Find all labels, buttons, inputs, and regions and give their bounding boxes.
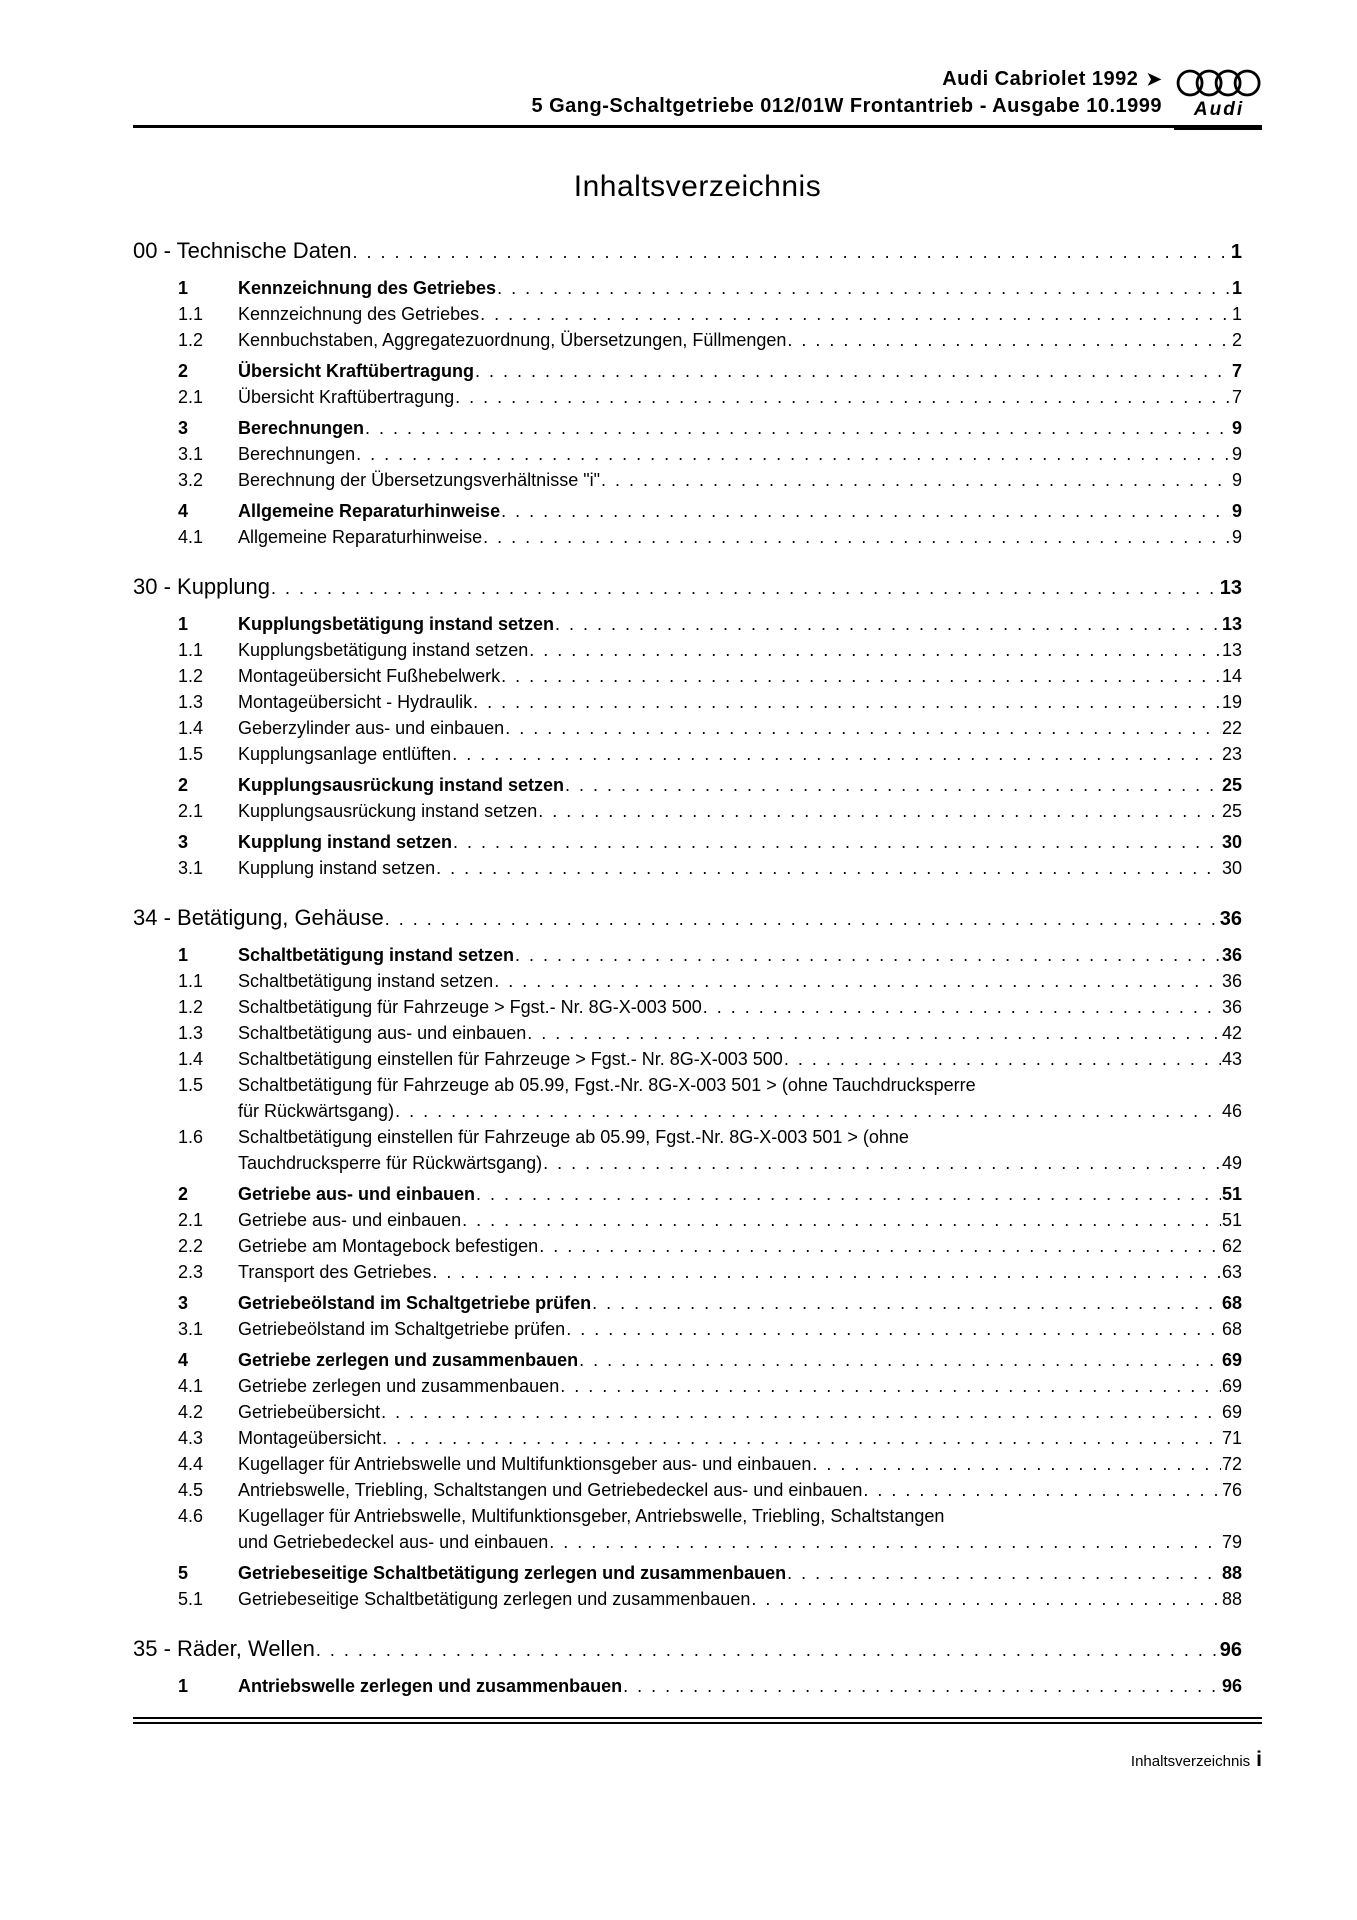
toc-entry — [133, 358, 1262, 384]
dot-leader — [353, 237, 1230, 267]
toc-entry — [133, 968, 1262, 994]
entry-title: Montageübersicht - Hydraulik — [238, 692, 473, 712]
toc-entry — [133, 611, 1262, 637]
entry-page-number: 13 — [1221, 614, 1242, 634]
entry-title: Schaltbetätigung für Fahrzeuge > Fgst.- Nr. 8G-X-003 500 — [238, 997, 702, 1017]
dot-leader — [529, 637, 1221, 663]
entry-title: Kennbuchstaben, Aggregatezuordnung, Übersetzungen, Füllmengen — [238, 330, 787, 350]
dot-leader — [381, 1399, 1221, 1425]
entry-title: Übersicht Kraftübertragung — [238, 361, 475, 381]
entry-number: 1.4 — [178, 1049, 204, 1069]
entry-number: 4 — [178, 501, 189, 521]
entry-page-number: 1 — [1231, 278, 1242, 298]
dot-leader — [382, 1425, 1221, 1451]
entry-number: 4.5 — [178, 1480, 204, 1500]
entry-number: 3.1 — [178, 444, 204, 464]
entry-page-number: 7 — [1231, 387, 1242, 407]
entry-title: Kupplungsausrückung instand setzen — [238, 775, 565, 795]
toc-entry — [133, 1233, 1262, 1259]
dot-leader — [432, 1259, 1221, 1285]
entry-page-number: 1 — [1231, 304, 1242, 324]
page-footer — [133, 1748, 1262, 1772]
entry-number: 4.2 — [178, 1402, 204, 1422]
entry-title: Getriebeseitige Schaltbetätigung zerlegen und zusammenbauen — [238, 1563, 787, 1583]
entry-page-number: 9 — [1231, 470, 1242, 490]
entry-page-number: 62 — [1221, 1236, 1242, 1256]
entry-title: Getriebe am Montagebock befestigen — [238, 1236, 539, 1256]
entry-page-number: 19 — [1221, 692, 1242, 712]
toc-entry — [133, 327, 1262, 353]
entry-number: 3 — [178, 832, 189, 852]
dot-leader — [475, 358, 1231, 384]
entry-title: Schaltbetätigung einstellen für Fahrzeuge ab 05.99, Fgst.-Nr. 8G-X-003 501 > (ohne — [238, 1127, 909, 1147]
toc-entry-continuation — [133, 1098, 1262, 1124]
entry-number: 1.1 — [178, 640, 204, 660]
dot-leader — [480, 301, 1231, 327]
entry-title: Montageübersicht — [238, 1428, 382, 1448]
entry-title: Transport des Getriebes — [238, 1262, 432, 1282]
dot-leader — [501, 498, 1231, 524]
entry-number: 1.6 — [178, 1127, 204, 1147]
entry-number: 4.6 — [178, 1506, 204, 1526]
entry-title: Kupplung instand setzen — [238, 858, 436, 878]
section-heading-title: 30 - Kupplung — [133, 574, 270, 599]
dot-leader — [356, 441, 1231, 467]
toc-entry — [133, 1673, 1262, 1699]
dot-leader — [365, 415, 1231, 441]
entry-page-number: 30 — [1221, 832, 1242, 852]
header-model: Audi Cabriolet 1992 — [942, 68, 1139, 90]
entry-number: 1.5 — [178, 744, 204, 764]
dot-leader — [385, 904, 1219, 934]
toc-entry — [133, 384, 1262, 410]
dot-leader — [863, 1477, 1221, 1503]
toc-entry — [133, 1259, 1262, 1285]
brand-underline — [1174, 125, 1262, 130]
toc-entry — [133, 1124, 1262, 1150]
entry-page-number: 68 — [1221, 1293, 1242, 1313]
entry-page-number: 42 — [1221, 1023, 1242, 1043]
entry-page-number: 68 — [1221, 1319, 1242, 1339]
section-page-number: 96 — [1219, 1639, 1242, 1661]
entry-number: 2.1 — [178, 387, 204, 407]
dot-leader — [566, 1316, 1221, 1342]
toc-entry — [133, 1586, 1262, 1612]
entry-title: Getriebe zerlegen und zusammenbauen — [238, 1350, 579, 1370]
dot-leader — [538, 798, 1221, 824]
entry-page-number: 2 — [1231, 330, 1242, 350]
page-header — [133, 0, 1262, 120]
dot-leader — [452, 741, 1221, 767]
entry-number: 1.2 — [178, 330, 204, 350]
entry-page-number: 51 — [1221, 1210, 1242, 1230]
toc-entry — [133, 829, 1262, 855]
audi-rings-icon — [1176, 67, 1262, 99]
toc-entry — [133, 1560, 1262, 1586]
entry-number: 4 — [178, 1350, 189, 1370]
entry-number: 2.1 — [178, 1210, 204, 1230]
dot-leader — [565, 772, 1221, 798]
entry-page-number: 63 — [1221, 1262, 1242, 1282]
entry-page-number: 9 — [1231, 527, 1242, 547]
dot-leader — [539, 1233, 1221, 1259]
entry-page-number: 88 — [1221, 1589, 1242, 1609]
dot-leader — [473, 689, 1221, 715]
section-page-number: 13 — [1219, 577, 1242, 599]
dot-leader — [623, 1673, 1221, 1699]
entry-page-number: 69 — [1221, 1350, 1242, 1370]
section-heading-title: 35 - Räder, Wellen — [133, 1636, 315, 1661]
entry-page-number: 30 — [1221, 858, 1242, 878]
entry-title: Kupplungsbetätigung instand setzen — [238, 614, 554, 634]
toc-entry — [133, 1207, 1262, 1233]
toc-entry — [133, 942, 1262, 968]
dot-leader — [316, 1635, 1219, 1665]
dot-leader — [787, 1560, 1221, 1586]
dot-leader — [579, 1347, 1221, 1373]
entry-number: 1.2 — [178, 997, 204, 1017]
entry-number: 3.1 — [178, 1319, 204, 1339]
dot-leader — [505, 715, 1221, 741]
entry-title: Kupplung instand setzen — [238, 832, 452, 852]
entry-title: Kennzeichnung des Getriebes — [238, 304, 480, 324]
entry-number: 4.3 — [178, 1428, 204, 1448]
toc-entry-continuation — [133, 1529, 1262, 1555]
entry-title: Antriebswelle zerlegen und zusammenbauen — [238, 1676, 623, 1696]
entry-page-number: 25 — [1221, 801, 1242, 821]
toc-entry — [133, 524, 1262, 550]
toc-entry — [133, 1072, 1262, 1098]
entry-number: 1.1 — [178, 304, 204, 324]
footer-label: Inhaltsverzeichnis — [1130, 1753, 1251, 1770]
entry-title: Schaltbetätigung instand setzen — [238, 971, 494, 991]
toc-entry — [133, 1347, 1262, 1373]
entry-title: Getriebeseitige Schaltbetätigung zerlegen und zusammenbauen — [238, 1589, 751, 1609]
dot-leader — [703, 994, 1221, 1020]
dot-leader — [436, 855, 1221, 881]
toc-entry — [133, 1451, 1262, 1477]
page-title: Inhaltsverzeichnis — [573, 170, 822, 203]
entry-page-number: 72 — [1221, 1454, 1242, 1474]
toc-entry — [133, 467, 1262, 493]
dot-leader — [592, 1290, 1221, 1316]
entry-number: 2.3 — [178, 1262, 204, 1282]
header-model-line — [531, 66, 1162, 93]
section-heading-title: 00 - Technische Daten — [133, 238, 352, 263]
footer-page-number: i — [1256, 1748, 1262, 1771]
entry-title-continued: und Getriebedeckel aus- und einbauen — [238, 1532, 549, 1552]
toc-entry — [133, 441, 1262, 467]
dot-leader — [560, 1373, 1221, 1399]
entry-title: Getriebeölstand im Schaltgetriebe prüfen — [238, 1293, 592, 1313]
entry-number: 3.2 — [178, 470, 204, 490]
entry-title: Getriebeübersicht — [238, 1402, 381, 1422]
dot-leader — [271, 573, 1219, 603]
toc-entry — [133, 1477, 1262, 1503]
toc-entry — [133, 994, 1262, 1020]
section-page-number: 1 — [1230, 241, 1242, 263]
entry-page-number: 43 — [1221, 1049, 1242, 1069]
entry-number: 1.1 — [178, 971, 204, 991]
entry-title-continued: für Rückwärtsgang) — [238, 1101, 395, 1121]
entry-page-number: 96 — [1221, 1676, 1242, 1696]
toc-entry — [133, 715, 1262, 741]
entry-title: Berechnung der Übersetzungsverhältnisse "i" — [238, 470, 600, 490]
entry-title: Berechnungen — [238, 418, 365, 438]
entry-number: 5 — [178, 1563, 189, 1583]
entry-title: Kupplungsbetätigung instand setzen — [238, 640, 529, 660]
toc-entry — [133, 1425, 1262, 1451]
entry-page-number: 9 — [1231, 444, 1242, 464]
dot-leader — [812, 1451, 1221, 1477]
entry-page-number: 25 — [1221, 775, 1242, 795]
dot-leader — [543, 1150, 1221, 1176]
toc-entry — [133, 772, 1262, 798]
entry-page-number: 69 — [1221, 1402, 1242, 1422]
entry-page-number: 71 — [1221, 1428, 1242, 1448]
entry-title: Allgemeine Reparaturhinweise — [238, 527, 483, 547]
dot-leader — [453, 829, 1221, 855]
entry-title: Schaltbetätigung einstellen für Fahrzeuge > Fgst.- Nr. 8G-X-003 500 — [238, 1049, 783, 1069]
entry-page-number: 14 — [1221, 666, 1242, 686]
entry-title: Kugellager für Antriebswelle, Multifunktionsgeber, Antriebswelle, Triebling, Schaltstangen — [238, 1506, 945, 1526]
header-text — [531, 66, 1162, 120]
entry-page-number: 13 — [1221, 640, 1242, 660]
toc-entry-continuation — [133, 1150, 1262, 1176]
entry-title: Allgemeine Reparaturhinweise — [238, 501, 501, 521]
toc-section-heading — [133, 903, 1262, 934]
entry-page-number: 36 — [1221, 945, 1242, 965]
entry-title: Schaltbetätigung für Fahrzeuge ab 05.99, Fgst.-Nr. 8G-X-003 501 > (ohne Tauchdrucksperre — [238, 1075, 976, 1095]
toc-entry — [133, 1046, 1262, 1072]
entry-number: 2 — [178, 775, 189, 795]
toc-entry — [133, 1020, 1262, 1046]
entry-title: Geberzylinder aus- und einbauen — [238, 718, 505, 738]
dot-leader — [395, 1098, 1221, 1124]
toc-entry — [133, 1316, 1262, 1342]
entry-title-continued: Tauchdrucksperre für Rückwärtsgang) — [238, 1153, 543, 1173]
table-of-contents — [133, 236, 1262, 1699]
entry-page-number: 49 — [1221, 1153, 1242, 1173]
entry-page-number: 46 — [1221, 1101, 1242, 1121]
toc-entry — [133, 663, 1262, 689]
dot-leader — [494, 968, 1221, 994]
header-subtitle: 5 Gang-Schaltgetriebe 012/01W Frontantrieb - Ausgabe 10.1999 — [531, 95, 1162, 117]
entry-title: Montageübersicht Fußhebelwerk — [238, 666, 501, 686]
dot-leader — [462, 1207, 1221, 1233]
dot-leader — [527, 1020, 1221, 1046]
header-rule — [133, 125, 1262, 128]
dot-leader — [784, 1046, 1221, 1072]
toc-entry — [133, 689, 1262, 715]
entry-page-number: 76 — [1221, 1480, 1242, 1500]
toc-entry — [133, 637, 1262, 663]
toc-entry — [133, 275, 1262, 301]
entry-title: Schaltbetätigung aus- und einbauen — [238, 1023, 527, 1043]
entry-page-number: 36 — [1221, 997, 1242, 1017]
entry-number: 5.1 — [178, 1589, 204, 1609]
entry-number: 3 — [178, 418, 189, 438]
dot-leader — [497, 275, 1231, 301]
entry-number: 1 — [178, 614, 189, 634]
entry-title: Getriebe aus- und einbauen — [238, 1184, 476, 1204]
toc-entry — [133, 1373, 1262, 1399]
entry-title: Kupplungsanlage entlüften — [238, 744, 452, 764]
dot-leader — [549, 1529, 1221, 1555]
entry-number: 1.5 — [178, 1075, 204, 1095]
toc-entry — [133, 1181, 1262, 1207]
entry-title: Übersicht Kraftübertragung — [238, 387, 455, 407]
dot-leader — [751, 1586, 1221, 1612]
toc-entry — [133, 498, 1262, 524]
entry-number: 1.2 — [178, 666, 204, 686]
entry-page-number: 23 — [1221, 744, 1242, 764]
toc-entry — [133, 415, 1262, 441]
dot-leader — [555, 611, 1221, 637]
audi-wordmark: Audi — [1193, 99, 1245, 120]
entry-number: 1.3 — [178, 692, 204, 712]
entry-title: Berechnungen — [238, 444, 356, 464]
entry-number: 1 — [178, 278, 189, 298]
entry-number: 3 — [178, 1293, 189, 1313]
entry-number: 2.2 — [178, 1236, 204, 1256]
dot-leader — [455, 384, 1231, 410]
section-page-number: 36 — [1219, 908, 1242, 930]
entry-number: 4.1 — [178, 527, 204, 547]
toc-entry — [133, 1399, 1262, 1425]
toc-entry — [133, 301, 1262, 327]
footer-rule — [133, 1717, 1262, 1724]
entry-title: Kupplungsausrückung instand setzen — [238, 801, 538, 821]
entry-number: 1 — [178, 945, 189, 965]
toc-section-heading — [133, 236, 1262, 267]
entry-title: Schaltbetätigung instand setzen — [238, 945, 515, 965]
entry-page-number: 88 — [1221, 1563, 1242, 1583]
entry-page-number: 7 — [1231, 361, 1242, 381]
dot-leader — [483, 524, 1231, 550]
toc-section-heading — [133, 572, 1262, 603]
entry-page-number: 9 — [1231, 418, 1242, 438]
dot-leader — [515, 942, 1221, 968]
header-rule-wrap — [133, 125, 1262, 128]
toc-entry — [133, 741, 1262, 767]
dot-leader — [476, 1181, 1221, 1207]
toc-entry — [133, 1290, 1262, 1316]
entry-title: Getriebeölstand im Schaltgetriebe prüfen — [238, 1319, 566, 1339]
entry-number: 4.1 — [178, 1376, 204, 1396]
dot-leader — [501, 663, 1221, 689]
entry-page-number: 36 — [1221, 971, 1242, 991]
arrow-right-icon: ➤ — [1146, 69, 1162, 89]
dot-leader — [787, 327, 1231, 353]
entry-number: 2.1 — [178, 801, 204, 821]
toc-entry — [133, 1503, 1262, 1529]
entry-number: 1.4 — [178, 718, 204, 738]
entry-page-number: 51 — [1221, 1184, 1242, 1204]
entry-number: 3.1 — [178, 858, 204, 878]
entry-page-number: 9 — [1231, 501, 1242, 521]
entry-page-number: 22 — [1221, 718, 1242, 738]
document-page — [133, 0, 1262, 1772]
dot-leader — [601, 467, 1231, 493]
entry-number: 1.3 — [178, 1023, 204, 1043]
toc-entry — [133, 798, 1262, 824]
toc-section-heading — [133, 1634, 1262, 1665]
entry-title: Kennzeichnung des Getriebes — [238, 278, 497, 298]
entry-title: Getriebe zerlegen und zusammenbauen — [238, 1376, 560, 1396]
entry-number: 2 — [178, 361, 189, 381]
entry-page-number: 79 — [1221, 1532, 1242, 1552]
entry-page-number: 69 — [1221, 1376, 1242, 1396]
toc-entry — [133, 855, 1262, 881]
entry-number: 4.4 — [178, 1454, 204, 1474]
entry-number: 2 — [178, 1184, 189, 1204]
entry-title: Kugellager für Antriebswelle und Multifunktionsgeber aus- und einbauen — [238, 1454, 812, 1474]
entry-title: Getriebe aus- und einbauen — [238, 1210, 462, 1230]
audi-logo — [1176, 67, 1262, 120]
entry-number: 1 — [178, 1676, 189, 1696]
section-heading-title: 34 - Betätigung, Gehäuse — [133, 905, 384, 930]
entry-title: Antriebswelle, Triebling, Schaltstangen und Getriebedeckel aus- und einbauen — [238, 1480, 863, 1500]
